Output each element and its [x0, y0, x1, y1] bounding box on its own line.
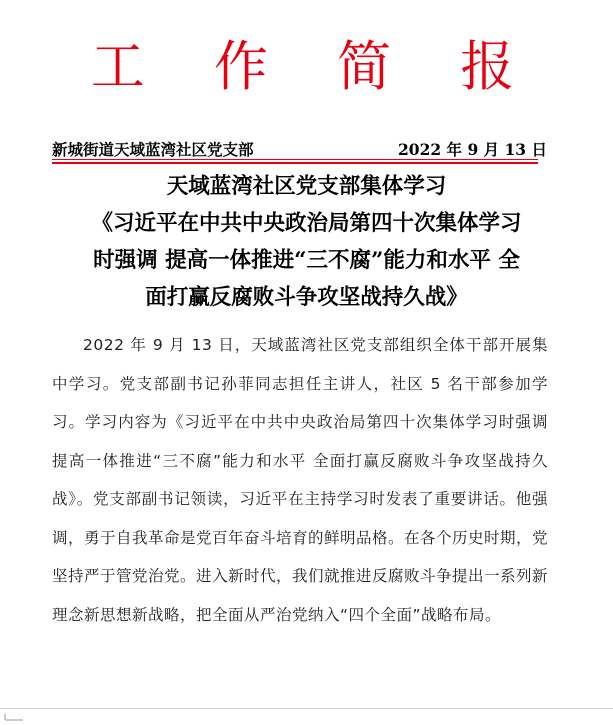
page-corner-marker-icon [3, 712, 25, 722]
report-banner-title: 工 作 简 报 [90, 35, 541, 98]
page-bottom-divider [0, 708, 613, 709]
report-date: 2022 年 9 月 13 日 [398, 140, 547, 159]
article-title-line: 面打赢反腐败斗争攻坚战持久战》 [145, 285, 468, 310]
article-title-line: 天域蓝湾社区党支部集体学习 [166, 174, 447, 199]
article-title-line: 时强调 提高一体推进“三不腐”能力和水平 全 [93, 248, 520, 273]
red-divider-thin [52, 159, 538, 160]
article-title-line: 《习近平在中共中央政治局第四十次集体学习 [91, 211, 522, 236]
article-title [40, 168, 573, 316]
article-body-paragraph: 2022 年 9 月 13 日，天域蓝湾社区党支部组织全体干部开展集中学习。党支部副书记孙菲同志担任主讲人，社区 5 名干部参加学习。学习内容为《习近平在中共中央政治局第四十次集体学习时强调 提高一体推进“三不腐”能力和水平 全面打赢反腐败斗争攻坚战持久战》。党支部副书记领读，习近平在主持学习时发表了重要讲话。他强调，勇于自我革命是党百年奋斗培育的鲜明品格。在各个历史时期，党坚持严于管党治党。进入新时代，我们就推进反腐败斗争提出一系列新理念新思想新战略，把全面从严治党纳入“四个全面”战略布局。 [52, 336, 549, 624]
organization-name: 新城街道天域蓝湾社区党支部 [52, 140, 254, 159]
red-divider-thick [52, 162, 538, 164]
